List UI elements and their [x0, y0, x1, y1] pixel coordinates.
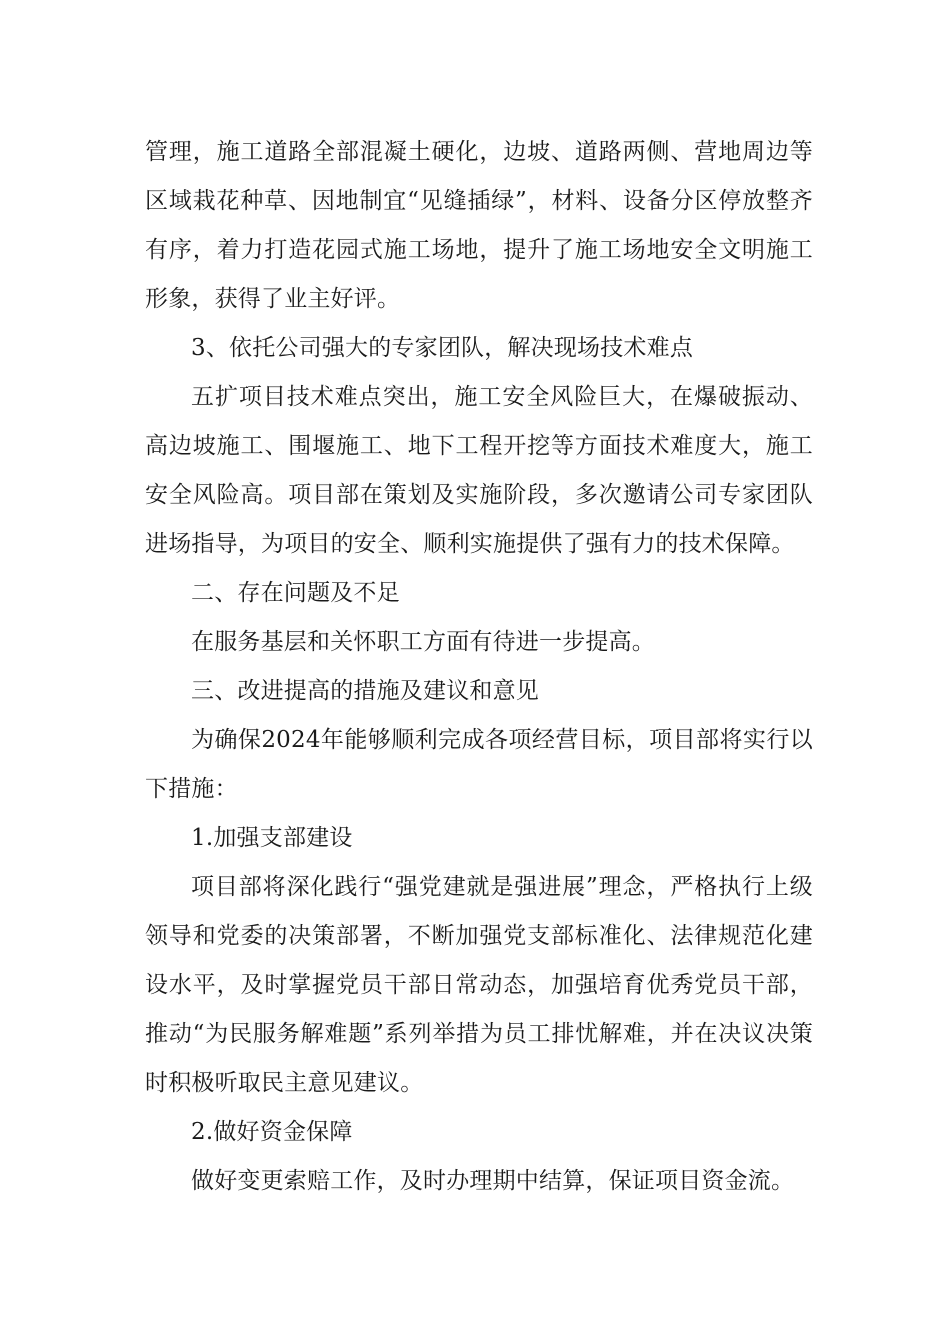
paragraph-branch-building: 项目部将深化践行“强党建就是强进展”理念，严格执行上级领导和党委的决策部署，不断加强党支部标准化、法律规范化建设水平，及时掌握党员干部日常动态，加强培育优秀党员干部，推动“为民服务解难题”系列举措为员工排忧解难，并在决议决策时积极听取民主意见建议。	[145, 874, 813, 1096]
paragraph-measures-intro: 为确保2024年能够顺利完成各项经营目标，项目部将实行以下措施：	[145, 727, 813, 802]
heading-funding: 2.做好资金保障	[191, 1119, 353, 1145]
heading-problems: 二、存在问题及不足	[191, 580, 400, 606]
paragraph-problems: 在服务基层和关怀职工方面有待进一步提高。	[191, 629, 655, 655]
heading-improvements: 三、改进提高的措施及建议和意见	[191, 678, 539, 704]
heading-expert-team: 3、依托公司强大的专家团队，解决现场技术难点	[191, 335, 694, 361]
paragraph-technical-difficulty: 五扩项目技术难点突出，施工安全风险巨大，在爆破振动、高边坡施工、围堰施工、地下工程开挖等方面技术难度大，施工安全风险高。项目部在策划及实施阶段，多次邀请公司专家团队进场指导，为项目的安全、顺利实施提供了强有力的技术保障。	[145, 384, 813, 557]
heading-branch-building: 1.加强支部建设	[191, 825, 353, 851]
paragraph-funding: 做好变更索赔工作，及时办理期中结算，保证项目资金流。	[191, 1168, 795, 1194]
paragraph-site-management: 管理，施工道路全部混凝土硬化，边坡、道路两侧、营地周边等区域栽花种草、因地制宜“见缝插绿”，材料、设备分区停放整齐有序，着力打造花园式施工场地，提升了施工场地安全文明施工形象，获得了业主好评。	[145, 139, 813, 312]
document-body	[145, 128, 813, 1206]
